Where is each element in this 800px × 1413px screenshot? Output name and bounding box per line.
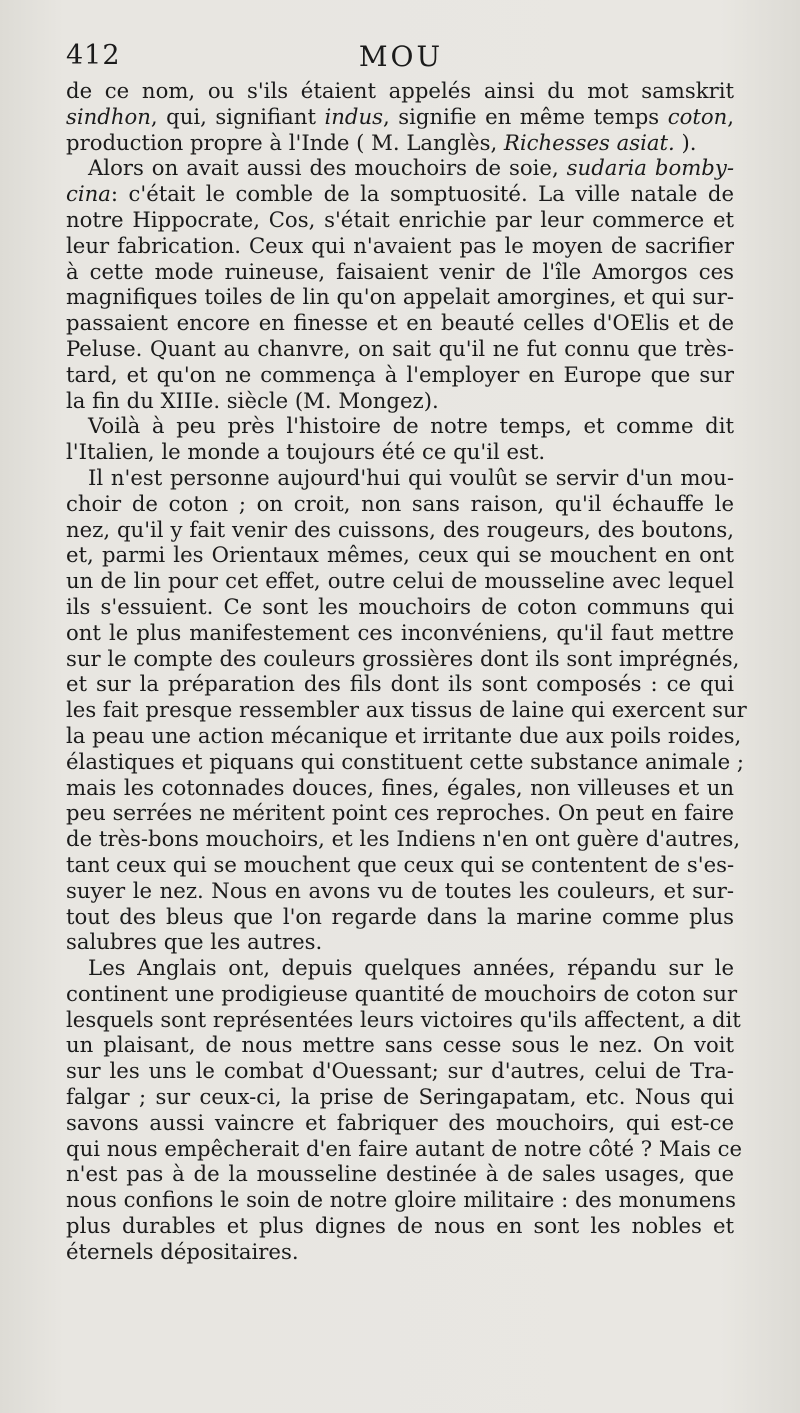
text-segment: magnifiques toiles de lin qu'on appelait amorgines, et qui sur- [66, 284, 734, 310]
text-segment: choir de coton ; on croit, non sans raison, qu'il échauffe le [66, 490, 734, 516]
text-segment: Il n'est personne aujourd'hui qui voulût se servir d'un mou- [88, 464, 734, 490]
text-segment: ils s'essuient. Ce sont les mouchoirs de coton communs qui [66, 593, 734, 619]
text-segment: sur le compte des couleurs grossières dont ils sont imprégnés, [66, 645, 740, 671]
text-line [66, 233, 734, 259]
text-segment: lesquels sont représentées leurs victoires qu'ils affectent, a dit [66, 1006, 741, 1032]
text-line [66, 748, 744, 775]
text-segment: , [727, 103, 734, 129]
text-line [66, 465, 734, 491]
text-line [66, 491, 734, 517]
text-segment: et sur la préparation des fils dont ils sont composés : ce qui [66, 671, 734, 697]
text-line [66, 852, 734, 878]
paragraph [66, 155, 734, 413]
text-line [66, 181, 734, 207]
text-line [66, 620, 734, 646]
text-line [66, 568, 734, 594]
italic-text: coton [667, 103, 728, 129]
text-segment: tard, et qu'on ne commença à l'employer en Europe que sur [66, 361, 734, 387]
text-line [66, 413, 734, 439]
text-line [66, 388, 734, 414]
text-segment: n'est pas à de la mousseline destinée à de sales usages, que [66, 1161, 734, 1187]
text-segment: production propre à l'Inde ( M. Langlès, [66, 129, 504, 155]
text-segment: savons aussi vaincre et fabriquer des mouchoirs, qui est-ce [66, 1109, 734, 1135]
text-line [66, 259, 734, 285]
paragraph [66, 78, 734, 155]
italic-text: Richesses asiat. [503, 129, 675, 155]
text-line [66, 1084, 734, 1110]
italic-text: indus [324, 103, 384, 129]
text-segment: peu serrées ne méritent point ces reproches. On peut en faire [66, 800, 734, 826]
text-line [66, 1213, 734, 1239]
text-line [66, 104, 734, 130]
text-segment: passaient encore en finesse et en beauté celles d'OElis et de [66, 310, 734, 336]
text-line [66, 310, 734, 336]
text-segment: à cette mode ruineuse, faisaient venir de l'île Amorgos ces [66, 258, 734, 284]
text-line [66, 955, 734, 981]
text-line [66, 1032, 734, 1058]
text-segment: et, parmi les Orientaux mêmes, ceux qui se mouchent en ont [66, 542, 734, 568]
text-line [66, 594, 734, 620]
text-line [66, 775, 734, 801]
text-segment: élastiques et piquans qui constituent cette substance animale ; [66, 748, 744, 774]
text-segment: éternels dépositaires. [66, 1238, 299, 1264]
text-segment: ). [674, 129, 697, 155]
text-line [66, 1006, 741, 1033]
text-line [66, 1135, 742, 1162]
paragraph [66, 413, 734, 465]
text-line [66, 980, 738, 1007]
text-segment: les fait presque ressembler aux tissus de laine qui exercent sur [66, 697, 747, 723]
text-segment: , signifie en même temps [383, 103, 668, 129]
paragraph [66, 464, 747, 955]
text-line [66, 800, 734, 826]
running-head: MOU [358, 40, 444, 73]
text-line [66, 1187, 734, 1213]
text-segment: , qui, signifiant [150, 103, 325, 129]
page-header [66, 40, 736, 80]
text-line [66, 362, 734, 388]
text-line [66, 1110, 734, 1136]
text-segment: plus durables et plus dignes de nous en sont les nobles et [66, 1213, 734, 1239]
italic-text: sindhon [66, 103, 151, 129]
text-segment: Alors on avait aussi des mouchoirs de soie, [88, 155, 567, 181]
text-segment: mais les cotonnades douces, fines, égales, non villeuses et un [66, 774, 734, 800]
text-segment: nous confions le soin de notre gloire militaire : des monumens [66, 1187, 736, 1213]
text-segment: suyer le nez. Nous en avons vu de toutes les couleurs, et sur- [66, 877, 734, 903]
text-segment: ont le plus manifestement ces inconvéniens, qu'il faut mettre [66, 619, 734, 645]
text-line [66, 826, 741, 852]
text-segment: un plaisant, de nous mettre sans cesse sous le nez. On voit [66, 1032, 734, 1058]
text-line [66, 130, 734, 156]
text-segment: de très-bons mouchoirs, et les Indiens n'en ont guère d'autres, [66, 826, 741, 852]
text-line [66, 439, 734, 465]
text-line [66, 155, 734, 181]
text-segment: de ce nom, ou s'ils étaient appelés ainsi du mot samskrit [66, 78, 734, 103]
text-segment: Voilà à peu près l'histoire de notre temps, et comme dit [88, 413, 734, 439]
text-segment: Les Anglais ont, depuis quelques années, répandu sur le [88, 955, 734, 981]
text-line [66, 671, 734, 697]
page-number: 412 [66, 40, 121, 71]
text-line [66, 904, 734, 930]
text-segment: l'Italien, le monde a toujours été ce qu'il est. [66, 439, 546, 465]
text-segment: nez, qu'il y fait venir des cuissons, des rougeurs, des boutons, [66, 516, 734, 542]
text-line [66, 517, 734, 543]
text-segment: Peluse. Quant au chanvre, on sait qu'il ne fut connu que très- [66, 335, 734, 361]
text-segment: tout des bleus que l'on regarde dans la marine comme plus [66, 903, 734, 929]
text-line [66, 722, 742, 749]
italic-text: sudaria bomby- [566, 155, 734, 181]
italic-text: cina [66, 181, 111, 207]
text-segment: qui nous empêcherait d'en faire autant de notre côté ? Mais ce [66, 1135, 742, 1161]
text-line [66, 207, 734, 233]
text-line [66, 336, 734, 362]
text-segment: continent une prodigieuse quantité de mouchoirs de coton sur [66, 980, 738, 1006]
text-line [66, 542, 734, 568]
text-segment: falgar ; sur ceux-ci, la prise de Seringapatam, etc. Nous qui [66, 1084, 734, 1110]
paragraph [66, 955, 742, 1265]
text-segment: : c'était le comble de la somptuosité. La ville natale de [110, 181, 734, 207]
text-line [66, 78, 734, 104]
text-line [66, 1058, 734, 1084]
text-segment: la fin du XIIIe. siècle (M. Mongez). [66, 387, 439, 413]
text-line [66, 1161, 734, 1187]
text-segment: sur les uns le combat d'Ouessant; sur d'autres, celui de Tra- [66, 1058, 734, 1084]
text-segment: salubres que les autres. [66, 929, 323, 955]
text-line [66, 878, 734, 904]
text-line [66, 1239, 734, 1265]
text-line [66, 284, 734, 310]
text-segment: la peau une action mécanique et irritante due aux poils roides, [66, 722, 742, 748]
text-segment: notre Hippocrate, Cos, s'était enrichie par leur commerce et [66, 206, 734, 232]
text-line [66, 697, 747, 723]
text-line [66, 645, 740, 672]
text-segment: leur fabrication. Ceux qui n'avaient pas le moyen de sacrifier [66, 232, 734, 258]
text-line [66, 929, 734, 955]
body-text [66, 78, 747, 1265]
text-segment: tant ceux qui se mouchent que ceux qui se contentent de s'es- [66, 851, 735, 877]
text-segment: un de lin pour cet effet, outre celui de mousseline avec lequel [66, 568, 734, 594]
